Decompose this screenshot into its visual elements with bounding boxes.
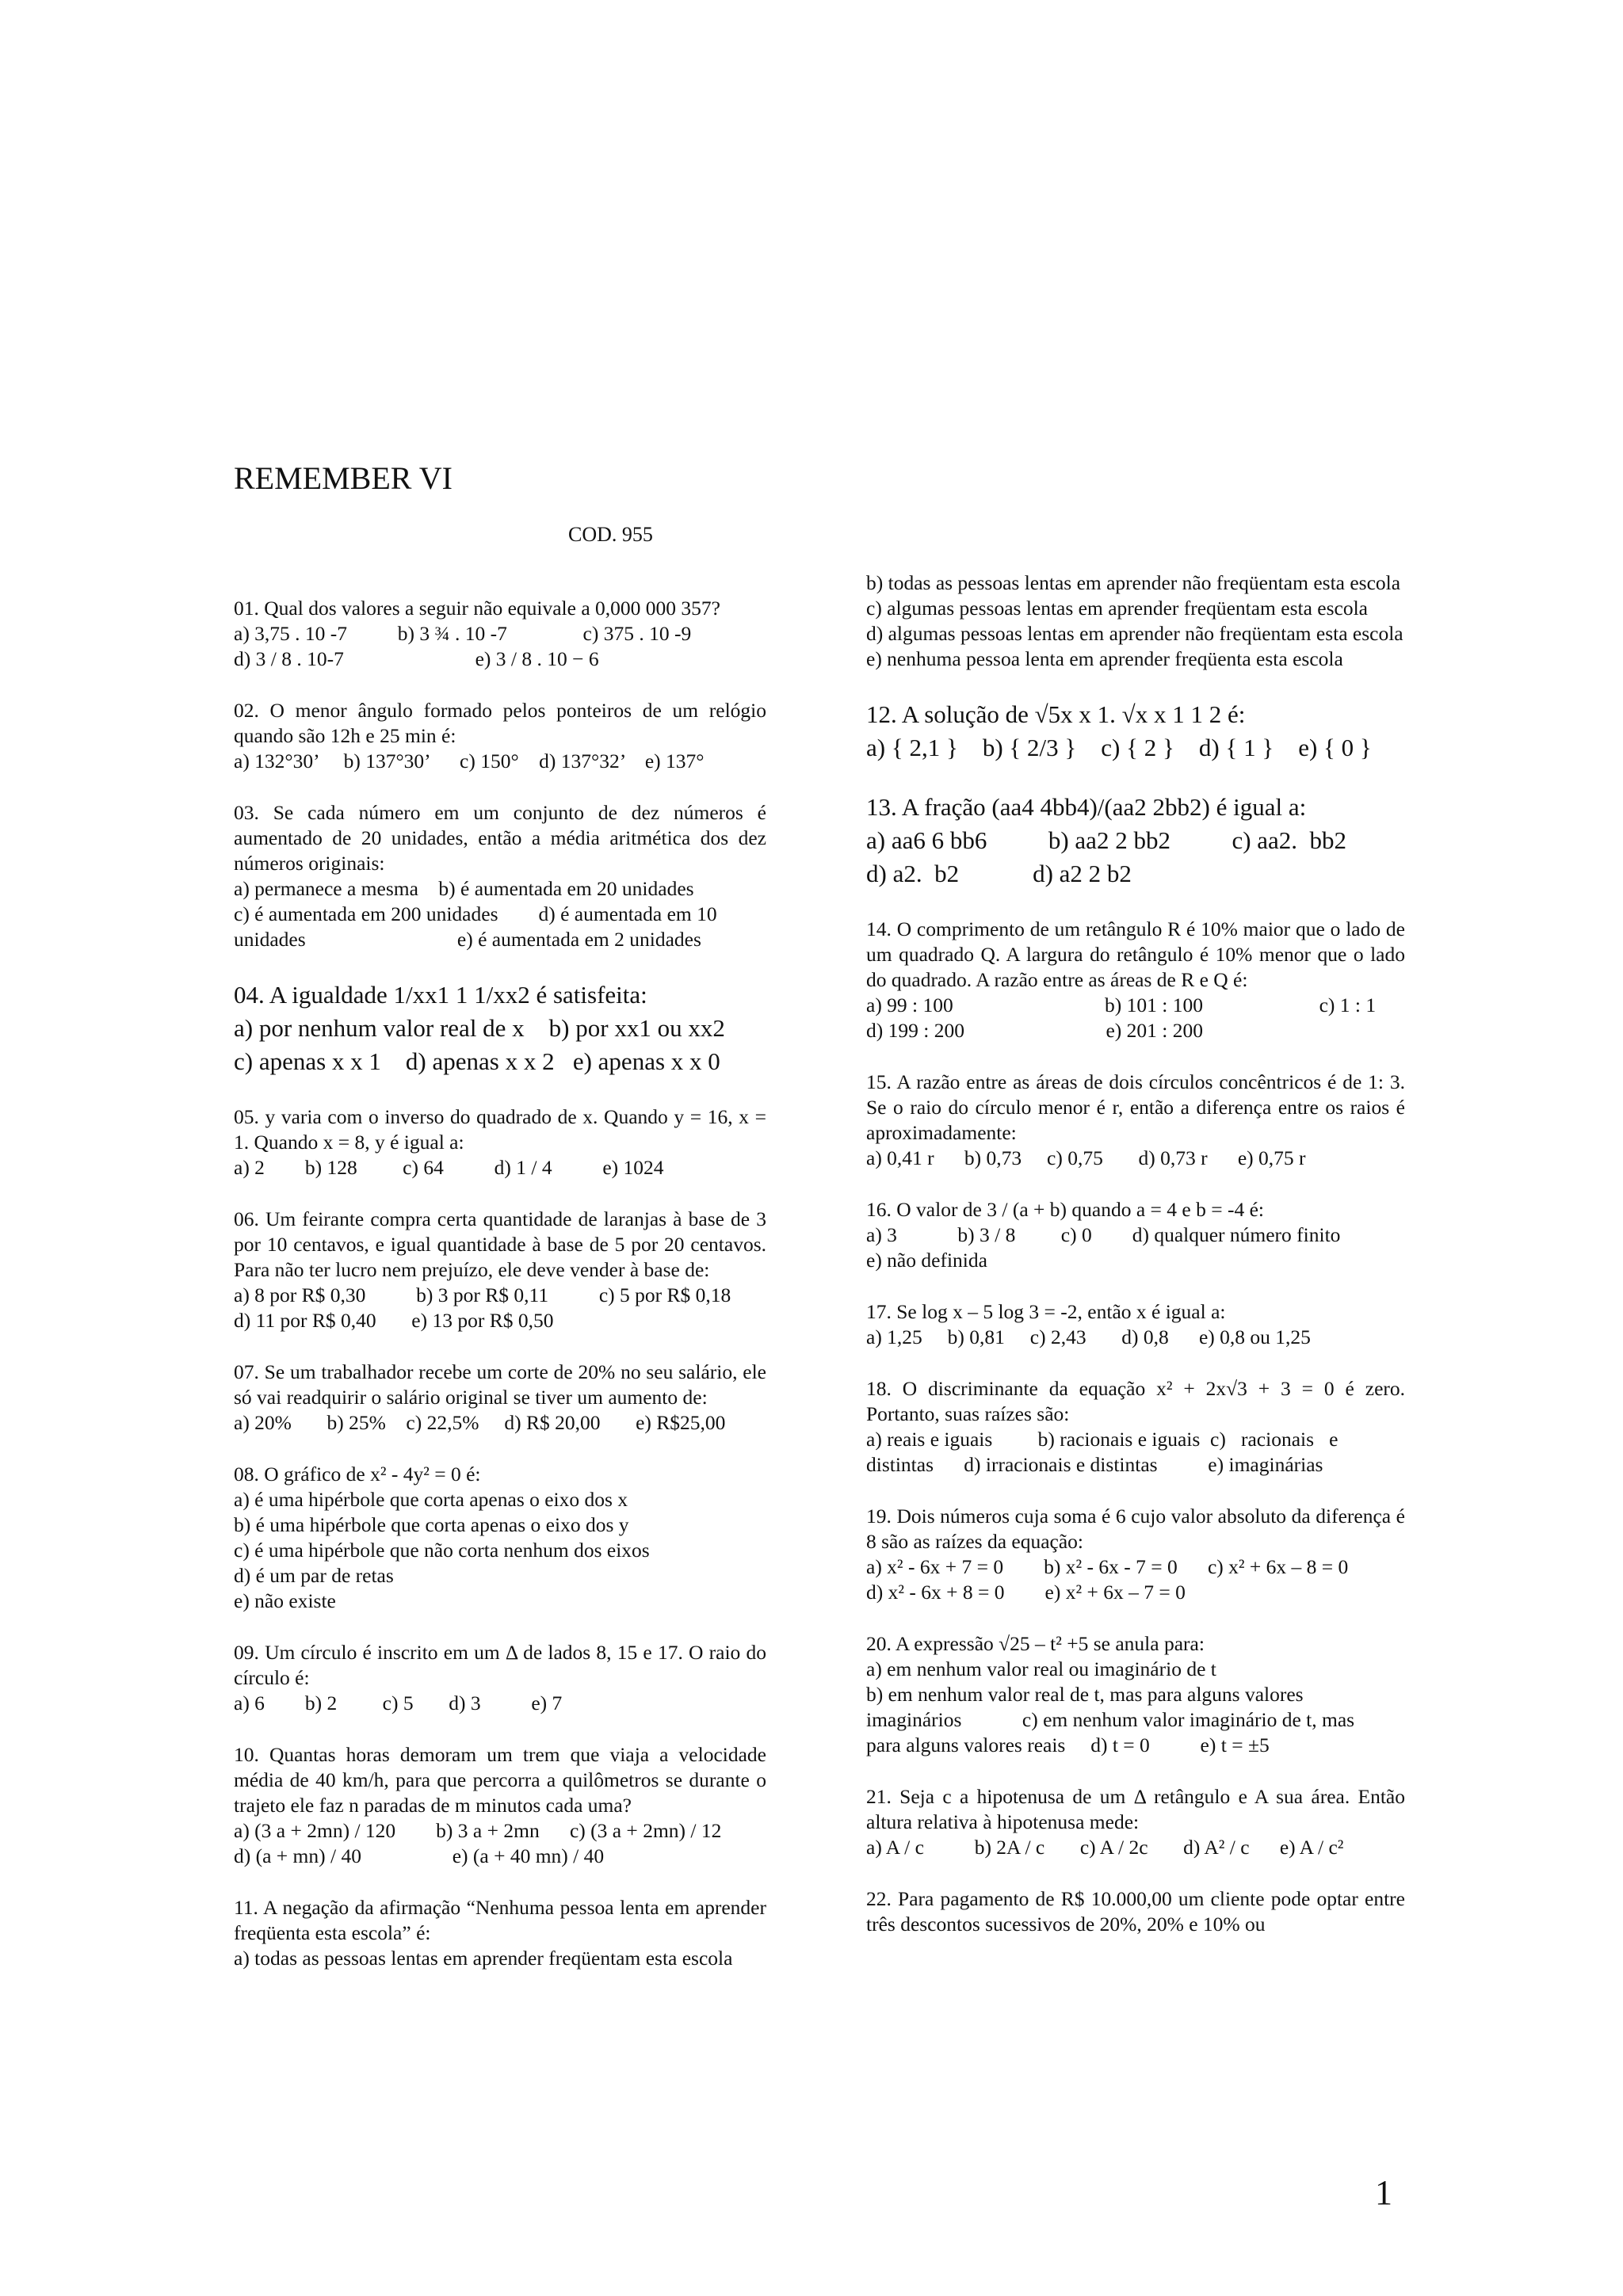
question-stem: 08. O gráfico de x² - 4y² = 0 é: (234, 1463, 481, 1486)
question-block (234, 1207, 766, 1333)
answer-options: para alguns valores reais d) t = 0 e) t = ±5 (866, 1733, 1270, 1756)
answer-options: d) algumas pessoas lentas em aprender não freqüentam esta escola (866, 622, 1403, 645)
answer-options: d) 3 / 8 . 10-7 e) 3 / 8 . 10 − 6 (234, 647, 599, 670)
answer-options: a) x² - 6x + 7 = 0 b) x² - 6x - 7 = 0 c) x² + 6x – 8 = 0 (866, 1555, 1349, 1578)
question-block (866, 917, 1405, 1043)
question-block (234, 1104, 766, 1180)
answer-options: b) em nenhum valor real de t, mas para alguns valores (866, 1683, 1304, 1706)
answer-options: a) é uma hipérbole que corta apenas o eixo dos x (234, 1488, 628, 1511)
left-column (234, 596, 766, 1997)
question-block (866, 698, 1405, 765)
answer-options: imaginários c) em nenhum valor imaginário de t, mas (866, 1708, 1355, 1731)
question-block (866, 1376, 1405, 1478)
question-stem: 20. A expressão √25 – t² +5 se anula para: (866, 1632, 1205, 1655)
question-block (234, 596, 766, 672)
answer-options: a) 8 por R$ 0,30 b) 3 por R$ 0,11 c) 5 por R$ 0,18 (234, 1283, 731, 1306)
question-block (866, 1504, 1405, 1605)
answer-options: e) nenhuma pessoa lenta em aprender freqüenta esta escola (866, 647, 1343, 670)
answer-options: a) 6 b) 2 c) 5 d) 3 e) 7 (234, 1691, 563, 1714)
answer-options: d) (a + mn) / 40 e) (a + 40 mn) / 40 (234, 1844, 605, 1867)
answer-options: a) 3 b) 3 / 8 c) 0 d) qualquer número finito (866, 1223, 1341, 1246)
answer-options: a) 3,75 . 10 -7 b) 3 ¾ . 10 -7 c) 375 . 10 -9 (234, 622, 692, 645)
question-stem: 18. O discriminante da equação x² + 2x√3 + 3 = 0 é zero. Portanto, suas raízes são: (866, 1377, 1405, 1425)
answer-options: e) não definida (866, 1249, 987, 1272)
answer-options: a) 0,41 r b) 0,73 c) 0,75 d) 0,73 r e) 0,75 r (866, 1146, 1306, 1169)
question-block (866, 1631, 1405, 1758)
question-stem: 09. Um círculo é inscrito em um Δ de lados 8, 15 e 17. O raio do círculo é: (234, 1641, 766, 1689)
question-stem: 03. Se cada número em um conjunto de dez números é aumentado de 20 unidades, então a média aritmética dos dez números originais: (234, 801, 766, 875)
answer-options: a) em nenhum valor real ou imaginário de t (866, 1657, 1216, 1680)
answer-options: b) todas as pessoas lentas em aprender não freqüentam esta escola (866, 571, 1401, 594)
question-stem: 12. A solução de √5x x 1. √x x 1 1 2 é: (866, 700, 1246, 728)
answer-options: a) reais e iguais b) racionais e iguais c) racionais e (866, 1428, 1338, 1451)
answer-options: d) 11 por R$ 0,40 e) 13 por R$ 0,50 (234, 1309, 554, 1332)
question-block (866, 1784, 1405, 1860)
answer-options: c) é uma hipérbole que não corta nenhum dos eixos (234, 1539, 650, 1562)
question-block (234, 1360, 766, 1436)
answer-options: d) é um par de retas (234, 1564, 394, 1587)
answer-options: unidades e) é aumentada em 2 unidades (234, 928, 701, 951)
answer-options: a) 1,25 b) 0,81 c) 2,43 d) 0,8 e) 0,8 ou 1,25 (866, 1325, 1311, 1348)
question-block (234, 978, 766, 1078)
question-block (234, 1462, 766, 1614)
answer-options: a) 99 : 100 b) 101 : 100 c) 1 : 1 (866, 994, 1377, 1016)
question-stem: 13. A fração (aa4 4bb4)/(aa2 2bb2) é igual a: (866, 793, 1307, 821)
answer-options: distintas d) irracionais e distintas e) imaginárias (866, 1453, 1323, 1476)
question-block (866, 1886, 1405, 1937)
document-code: COD. 955 (568, 523, 653, 546)
answer-options: a) permanece a mesma b) é aumentada em 20 unidades (234, 877, 694, 900)
question-block (866, 1299, 1405, 1350)
answer-options: a) (3 a + 2mn) / 120 b) 3 a + 2mn c) (3 a + 2mn) / 12 (234, 1819, 722, 1842)
question-stem: 01. Qual dos valores a seguir não equivale a 0,000 000 357? (234, 597, 720, 620)
answer-options: c) apenas x x 1 d) apenas x x 2 e) apenas x x 0 (234, 1047, 720, 1075)
question-block (234, 1742, 766, 1869)
question-stem: 11. A negação da afirmação “Nenhuma pessoa lenta em aprender freqüenta esta escola” é: (234, 1896, 766, 1944)
question-stem: 02. O menor ângulo formado pelos ponteiros de um relógio quando são 12h e 25 min é: (234, 699, 766, 747)
answer-options: a) por nenhum valor real de x b) por xx1 ou xx2 (234, 1014, 725, 1042)
answer-options: a) A / c b) 2A / c c) A / 2c d) A² / c e) A / c² (866, 1836, 1344, 1859)
question-stem: 22. Para pagamento de R$ 10.000,00 um cliente pode optar entre três descontos sucessivos de 20%, 20% e 10% ou (866, 1887, 1405, 1936)
answer-options: a) 132°30’ b) 137°30’ c) 150° d) 137°32’ e) 137° (234, 749, 705, 772)
answer-options: c) algumas pessoas lentas em aprender freqüentam esta escola (866, 597, 1368, 620)
answer-options: a) 2 b) 128 c) 64 d) 1 / 4 e) 1024 (234, 1156, 664, 1179)
question-stem: 21. Seja c a hipotenusa de um Δ retângulo e A sua área. Então altura relativa à hipotenusa mede: (866, 1785, 1405, 1833)
question-stem: 06. Um feirante compra certa quantidade de laranjas à base de 3 por 10 centavos, e igual quantidade à base de 5 por 20 centavos. Para não ter lucro nem prejuízo, ele deve vender à base de: (234, 1207, 766, 1281)
question-stem: 17. Se log x – 5 log 3 = -2, então x é igual a: (866, 1300, 1226, 1323)
answer-options: a) aa6 6 bb6 b) aa2 2 bb2 c) aa2. bb2 (866, 826, 1347, 854)
question-block (234, 1895, 766, 1971)
question-stem: 07. Se um trabalhador recebe um corte de 20% no seu salário, ele só vai readquirir o salário original se tiver um aumento de: (234, 1360, 766, 1409)
answer-options: a) todas as pessoas lentas em aprender freqüentam esta escola (234, 1947, 733, 1970)
answer-options: d) x² - 6x + 8 = 0 e) x² + 6x – 7 = 0 (866, 1581, 1186, 1604)
question-block (866, 1197, 1405, 1273)
question-stem: 10. Quantas horas demoram um trem que viaja a velocidade média de 40 km/h, para que percorra a quilômetros se durante o trajeto ele faz n paradas de m minutos cada uma? (234, 1743, 766, 1817)
document-title: REMEMBER VI (234, 460, 453, 496)
page-number: 1 (1375, 2173, 1392, 2212)
answer-options: a) { 2,1 } b) { 2/3 } c) { 2 } d) { 1 } e) { 0 } (866, 734, 1372, 761)
right-column (866, 570, 1405, 1963)
answer-options: d) 199 : 200 e) 201 : 200 (866, 1019, 1203, 1042)
question-stem: 19. Dois números cuja soma é 6 cujo valor absoluto da diferença é 8 são as raízes da equação: (866, 1505, 1405, 1553)
question-stem: 16. O valor de 3 / (a + b) quando a = 4 e b = -4 é: (866, 1198, 1265, 1221)
question-stem: 04. A igualdade 1/xx1 1 1/xx2 é satisfeita: (234, 981, 647, 1009)
question-block (866, 1070, 1405, 1171)
answer-options: e) não existe (234, 1589, 336, 1612)
question-block (234, 1640, 766, 1716)
question-stem: 14. O comprimento de um retângulo R é 10% maior que o lado de um quadrado Q. A largura do retângulo é 10% menor que o lado do quadrado. A razão entre as áreas de R e Q é: (866, 917, 1405, 991)
answer-options: b) é uma hipérbole que corta apenas o eixo dos y (234, 1513, 629, 1536)
question-block (234, 698, 766, 774)
question-stem: 05. y varia com o inverso do quadrado de x. Quando y = 16, x = 1. Quando x = 8, y é igual a: (234, 1105, 766, 1154)
question-stem: 15. A razão entre as áreas de dois círculos concêntricos é de 1: 3. Se o raio do círculo menor é r, então a diferença entre os raios é aproximadamente: (866, 1070, 1405, 1144)
question-block (866, 570, 1405, 672)
answer-options: c) é aumentada em 200 unidades d) é aumentada em 10 (234, 902, 717, 925)
question-block (866, 791, 1405, 891)
answer-options: a) 20% b) 25% c) 22,5% d) R$ 20,00 e) R$25,00 (234, 1411, 726, 1434)
answer-options: d) a2. b2 d) a2 2 b2 (866, 860, 1132, 887)
question-block (234, 800, 766, 952)
